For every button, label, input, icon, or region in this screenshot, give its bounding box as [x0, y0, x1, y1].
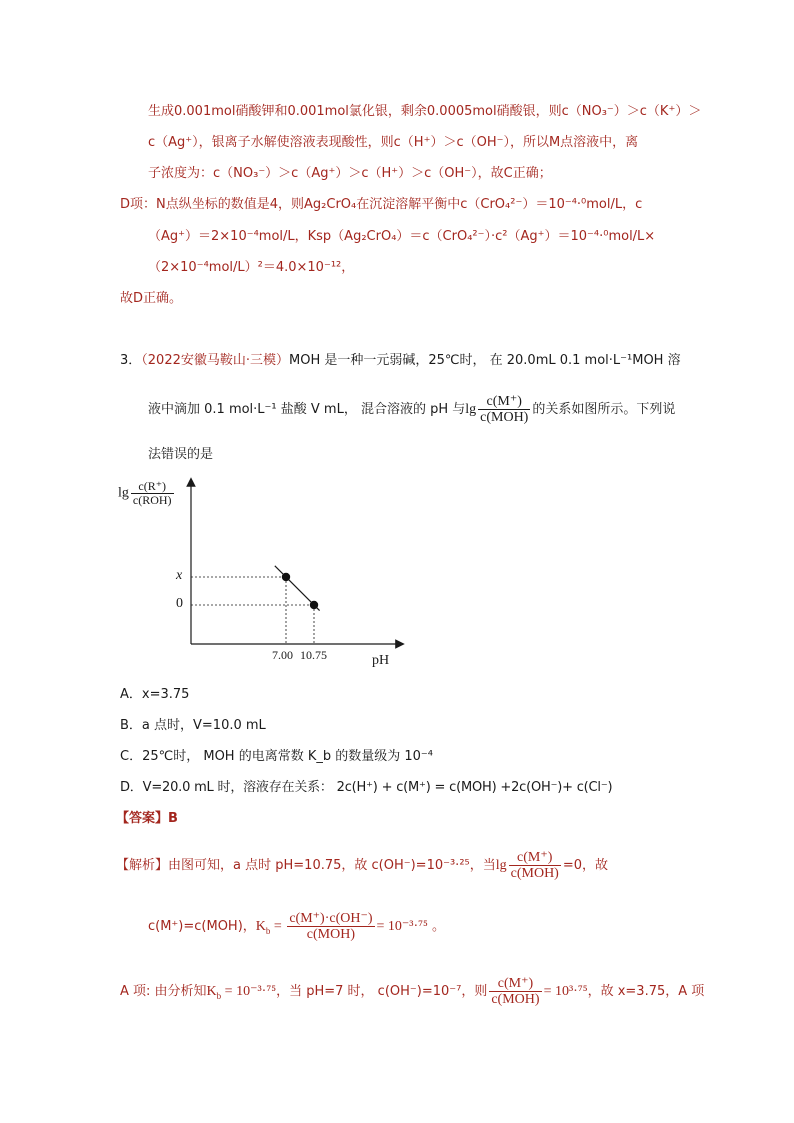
prev-line-3: 子浓度为：c（NO₃⁻）＞c（Ag⁺）＞c（H⁺）＞c（OH⁻），故C正确； — [148, 166, 552, 181]
question-source: （2022安徽马鞍山·三模） — [141, 353, 289, 368]
option-a — [120, 686, 189, 704]
prev-d-line-1: D项：N点纵坐标的数值是4，则Ag₂CrO₄在沉淀溶解平衡中c（CrO₄²⁻）＝10⁻⁴·⁰mol/L，c — [120, 197, 643, 212]
analysis-line-2 — [148, 907, 445, 951]
analysis-fraction-2-den: c(MOH) — [287, 926, 374, 942]
analysis-fraction-3 — [489, 976, 541, 1007]
question-3-line-2 — [148, 392, 675, 428]
answer-line — [116, 810, 178, 828]
analysis-tag: 【解析】 — [116, 858, 169, 873]
analysis-fraction-1-den: c(MOH) — [510, 866, 559, 881]
analysis-line-1 — [116, 848, 608, 884]
question-fraction — [478, 394, 530, 425]
option-b-text: a 点时，V=10.0 mL — [141, 718, 266, 733]
question-3-line-3: 法错误的是 — [148, 447, 214, 462]
analysis-p2-value: = 10⁻³·⁷⁵ — [376, 919, 428, 934]
y-axis-label — [118, 480, 176, 507]
analysis-p2a: c(M⁺)=c(MOH)， — [148, 919, 256, 934]
chart — [112, 478, 412, 673]
option-a-label: A． — [120, 687, 142, 702]
analysis-fraction-1-num: c(M⁺) — [517, 850, 553, 865]
option-d — [120, 779, 612, 797]
analysis-fraction-3-num: c(M⁺) — [497, 976, 534, 991]
prev-line-2: c（Ag⁺），银离子水解使溶液表现酸性，则c（H⁺）＞c（OH⁻），所以M点溶液中，离 — [148, 135, 639, 150]
fraction-numerator: c(M⁺) — [486, 394, 522, 409]
analysis-line-3 — [120, 972, 704, 1016]
question-number: 3． — [120, 353, 142, 368]
y-tick-label: x — [176, 568, 183, 583]
option-b — [120, 717, 266, 735]
analysis-p3-kb-value: = 10⁻³·⁷⁵ — [221, 984, 277, 999]
analysis-p3-value: = 10³·⁷⁵ — [543, 984, 588, 999]
question-stem-1: MOH 是一种一元弱碱，25℃时， 在 20.0mL 0.1 mol·L⁻¹MOH 溶 — [289, 353, 681, 368]
data-point-0 — [282, 573, 290, 581]
prev-d-line-2: （Ag⁺）＝2×10⁻⁴mol/L，Ksp（Ag₂CrO₄）＝c（CrO₄²⁻）·c²（Ag⁺）＝10⁻⁴·⁰mol/L× — [148, 229, 656, 244]
analysis-p3-kb — [207, 984, 277, 999]
analysis-p1a: 由图可知，a 点时 pH=10.75，故 c(OH⁻)=10⁻³·²⁵，当 — [168, 858, 496, 873]
analysis-kb-eq: = — [270, 919, 286, 934]
y-axis-label-prefix: lg — [118, 485, 129, 501]
analysis-p3b: ，当 pH=7 时， c(OH⁻)=10⁻⁷，则 — [276, 984, 488, 999]
y-axis-numerator: c(R⁺) — [138, 479, 167, 493]
option-d-text: V=20.0 mL 时，溶液存在关系： 2c(H⁺) + c(M⁺) = c(MOH) +2c(OH⁻)+ c(Cl⁻) — [142, 780, 613, 795]
analysis-p3a: A 项: 由分析知 — [120, 984, 207, 999]
analysis-p1b: =0，故 — [562, 858, 609, 873]
y-axis-fraction — [131, 480, 174, 507]
analysis-fraction-2 — [287, 911, 374, 942]
option-d-label: D． — [120, 780, 143, 795]
option-a-text: x=3.75 — [141, 687, 190, 702]
analysis-lg: lg — [495, 858, 507, 873]
question-stem-2a: 液中滴加 0.1 mol·L⁻¹ 盐酸 V mL， 混合溶液的 pH 与 — [148, 402, 466, 417]
analysis-fraction-1 — [509, 850, 561, 881]
option-c — [120, 748, 433, 766]
analysis-kb-k: K — [255, 919, 266, 934]
option-b-label: B． — [120, 718, 142, 733]
question-3-line-1 — [120, 352, 681, 370]
analysis-p3-kb-sub: b — [216, 990, 222, 1001]
analysis-fraction-2-num: c(M⁺)·c(OH⁻) — [289, 911, 373, 926]
y-tick-label: 0 — [176, 596, 183, 611]
prev-d-line-4: 故D正确。 — [120, 291, 183, 306]
analysis-p2-end: 。 — [427, 919, 446, 934]
analysis-p3-kb-k: K — [206, 984, 217, 999]
analysis-kb-sub: b — [265, 925, 271, 936]
analysis-p3c: ，故 x=3.75，A 项 — [587, 984, 705, 999]
x-tick-label: 7.00 — [272, 648, 293, 662]
data-point-1 — [310, 601, 318, 609]
x-tick-label: 10.75 — [300, 648, 327, 662]
answer-tag: 【答案】 — [116, 811, 169, 826]
analysis-kb — [256, 919, 286, 934]
fraction-denominator: c(MOH) — [480, 410, 529, 425]
option-c-text: 25℃时， MOH 的电离常数 K_b 的数量级为 10⁻⁴ — [142, 749, 433, 764]
prev-d-line-3: （2×10⁻⁴mol/L）²＝4.0×10⁻¹²， — [148, 260, 355, 275]
prev-line-1: 生成0.001mol硝酸钾和0.001mol氯化银，剩余0.0005mol硝酸银，则c（NO₃⁻）＞c（K⁺）＞ — [148, 104, 702, 119]
answer-value: B — [168, 811, 178, 826]
chart-svg — [112, 478, 412, 673]
lg-prefix: lg — [465, 402, 477, 417]
option-c-label: C． — [120, 749, 143, 764]
y-axis-denominator: c(ROH) — [132, 493, 172, 507]
question-stem-2b: 的关系如图所示。下列说 — [532, 402, 676, 417]
x-axis-label: pH — [372, 653, 390, 668]
analysis-fraction-3-den: c(MOH) — [491, 992, 540, 1007]
